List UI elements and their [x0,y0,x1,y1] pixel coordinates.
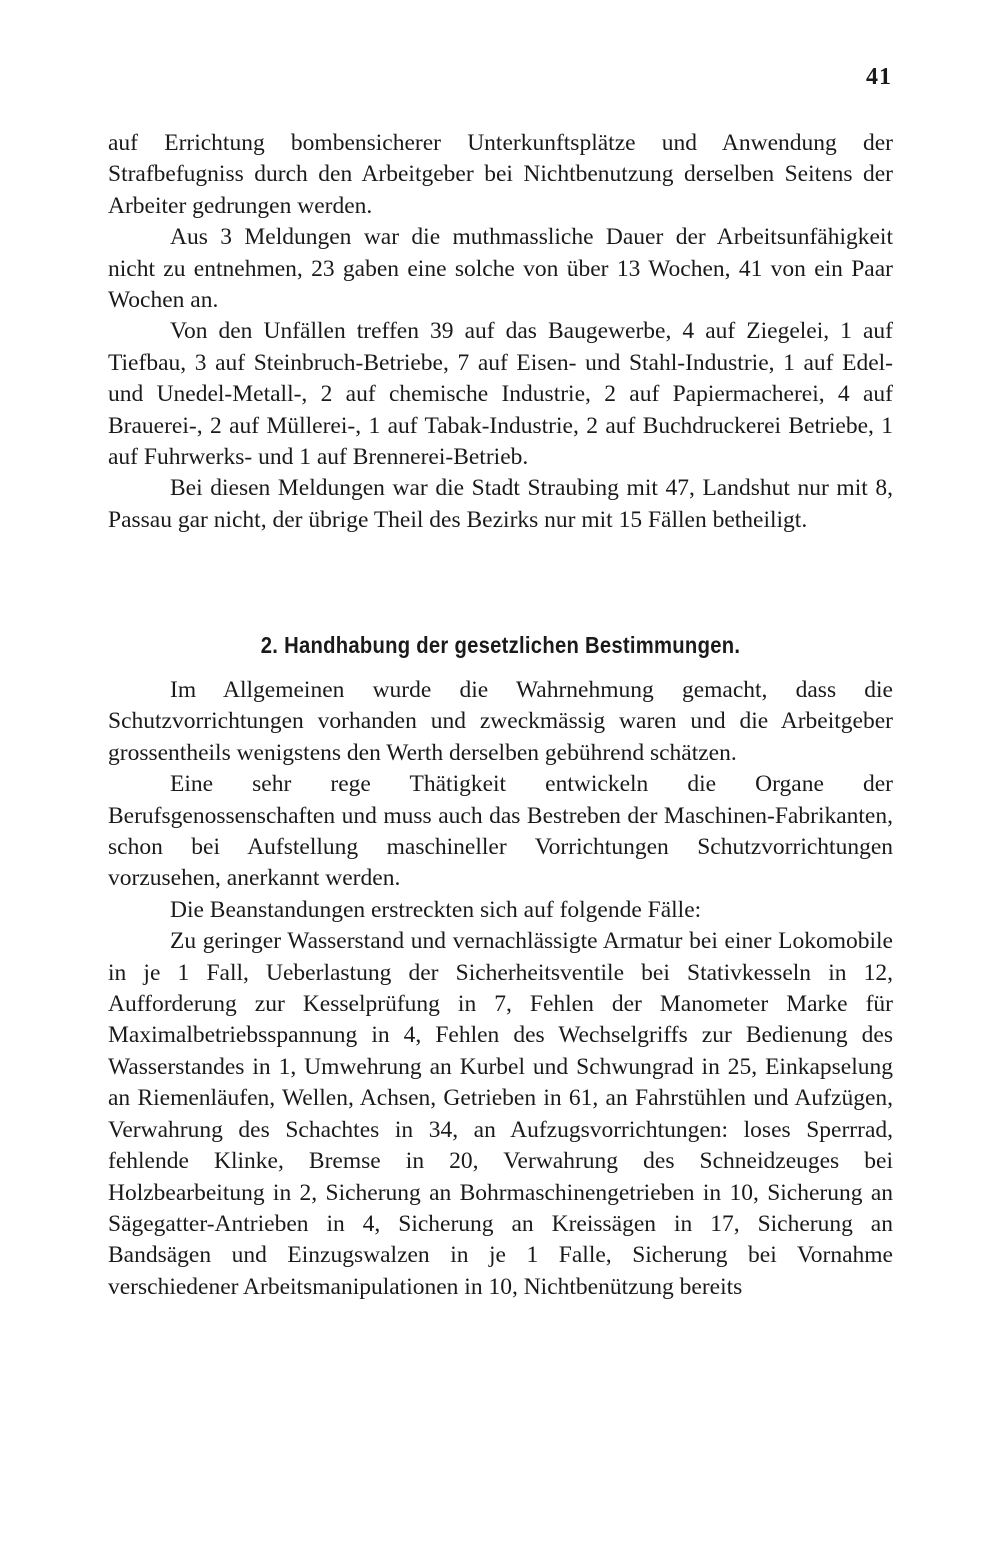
paragraph-accident-distribution: Von den Unfällen treffen 39 auf das Baugewerbe, 4 auf Ziegelei, 1 auf Tiefbau, 3 auf Steinbruch-Betriebe, 7 auf Eisen- und Stahl-Industrie, 1 auf Edel- und Unedel-Metall-, 2 auf chemische Industrie, 2 auf Papiermacherei, 4 auf Brauerei-, 2 auf Müllerei-, 1 auf Tabak-Industrie, 2 auf Buchdruckerei Betriebe, 1 auf Fuhrwerks- und 1 auf Brennerei-Betrieb. [108,318,893,471]
paragraph-city-shares: Bei diesen Meldungen war die Stadt Straubing mit 47, Landshut nur mit 8, Passau gar nicht, der übrige Theil des Bezirks nur mit 15 Fällen betheiligt. [108,475,893,533]
paragraph-general-observation: Im Allgemeinen wurde die Wahrnehmung gemacht, dass die Schutzvorrichtungen vorhanden und zweckmässig waren und die Arbeitgeber grossentheils wenigstens den Werth derselben gebührend schätzen. [108,677,893,766]
section-1-body [108,128,893,536]
section-2-body [108,675,893,1303]
page-number: 41 [866,64,892,90]
paragraph-berufsgenossenschaften: Eine sehr rege Thätigkeit entwickeln die Organe der Berufsgenossenschaften und muss auch das Bestreben der Maschinen-Fabrikanten, schon bei Aufstellung maschineller Vorrichtungen Schutzvorrichtungen vorzusehen, anerkannt werden. [108,771,893,892]
paragraph-duration: Aus 3 Meldungen war die muthmassliche Dauer der Arbeitsunfähigkeit nicht zu entnehmen, 23 gaben eine solche von über 13 Wochen, 41 von ein Paar Wochen an. [108,224,893,314]
section-heading: 2. Handhabung der gesetzlichen Bestimmungen. [260,632,741,658]
paragraph-complaints-list: Zu geringer Wasserstand und vernachlässigte Armatur bei einer Lokomobile in je 1 Fall, Ueberlastung der Sicherheitsventile bei Stativkesseln in 12, Aufforderung zur Kesselprüfung in 7, Fehlen der Manometer Marke für Maximalbetriebsspannung in 4, Fehlen des Wechselgriffs zur Bedienung des Wasserstandes in 1, Umwehrung an Kurbel und Schwungrad in 25, Einkapselung an Riemenläufen, Wellen, Achsen, Getrieben in 61, an Fahrstühlen und Aufzügen, Verwahrung des Schachtes in 34, an Aufzugsvorrichtungen: loses Sperrrad, fehlende Klinke, Bremse in 20, Verwahrung des Schneidzeuges bei Holzbearbeitung in 2, Sicherung an Bohrmaschinengetrieben in 10, Sicherung an Sägegatter-Antrieben in 4, Sicherung an Kreissägen in 17, Sicherung an Bandsägen und Einzugswalzen in je 1 Falle, Sicherung bei Vornahme verschiedener Arbeitsmanipulationen in 10, Nichtbenützung bereits [108,928,893,1300]
paragraph-complaints-intro: Die Beanstandungen erstreckten sich auf folgende Fälle: [170,896,702,923]
paragraph-continuation: auf Errichtung bombensicherer Unterkunftsplätze und Anwendung der Strafbefugniss durch den Arbeitgeber bei Nichtbenutzung derselben Seitens der Arbeiter gedrungen werden. [108,130,893,219]
